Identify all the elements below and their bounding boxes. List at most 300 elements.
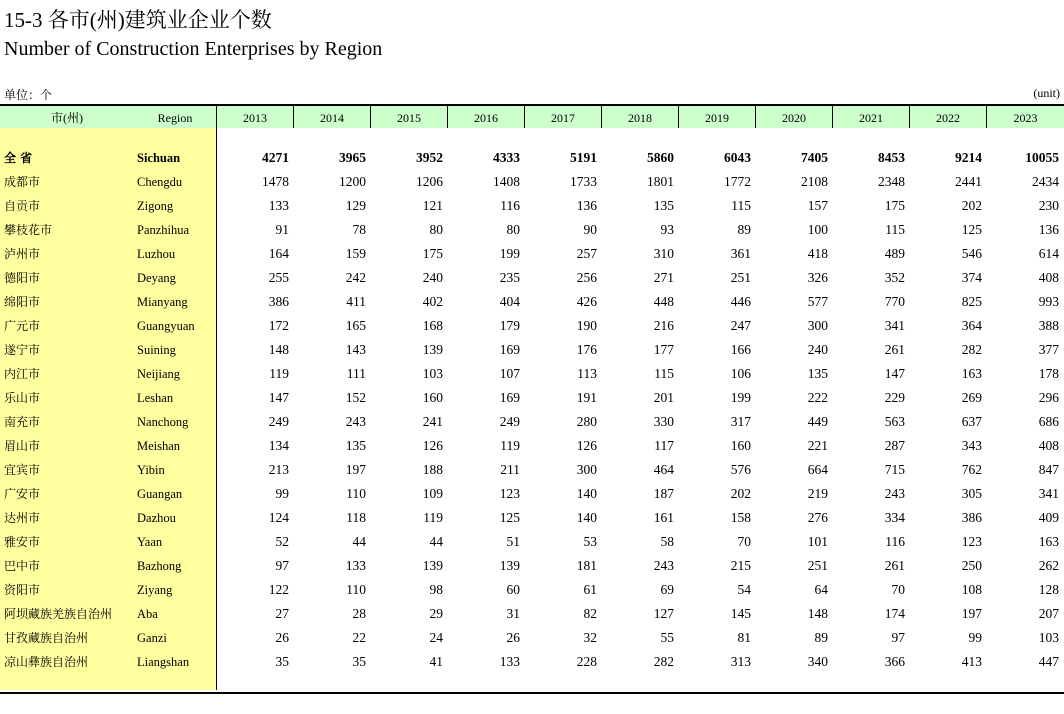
region-name-cn: 广安市 — [4, 487, 41, 501]
value-cell: 139 — [422, 558, 443, 573]
value-cell: 251 — [807, 558, 828, 573]
value-cell: 26 — [506, 630, 520, 645]
value-cell: 148 — [268, 342, 289, 357]
region-name-en: Mianyang — [137, 295, 188, 309]
region-name-cn: 眉山市 — [4, 439, 41, 453]
value-cell: 97 — [891, 630, 905, 645]
value-cell: 249 — [268, 414, 289, 429]
region-name-en: Yibin — [137, 463, 165, 477]
value-cell: 404 — [499, 294, 520, 309]
value-cell: 3952 — [416, 150, 443, 165]
value-cell: 107 — [499, 366, 520, 381]
value-cell: 158 — [730, 510, 751, 525]
value-cell: 300 — [576, 462, 597, 477]
header-year: 2016 — [447, 106, 524, 128]
value-cell: 215 — [730, 558, 751, 573]
header-year: 2023 — [986, 106, 1064, 128]
value-cell: 106 — [730, 366, 751, 381]
value-cell: 221 — [807, 438, 828, 453]
value-cell: 123 — [499, 486, 520, 501]
value-cell: 70 — [737, 534, 751, 549]
value-cell: 413 — [961, 654, 982, 669]
table-row — [0, 170, 1064, 194]
value-cell: 113 — [577, 366, 597, 381]
value-cell: 230 — [1038, 198, 1059, 213]
value-cell: 133 — [268, 198, 289, 213]
table-row — [0, 386, 1064, 410]
value-cell: 147 — [884, 366, 905, 381]
value-cell: 269 — [961, 390, 982, 405]
table-row — [0, 650, 1064, 674]
value-cell: 89 — [737, 222, 751, 237]
value-cell: 52 — [275, 534, 289, 549]
value-cell: 251 — [730, 270, 751, 285]
value-cell: 418 — [807, 246, 828, 261]
value-cell: 241 — [422, 414, 443, 429]
region-name-en: Guangyuan — [137, 319, 195, 333]
region-name-en: Dazhou — [137, 511, 176, 525]
value-cell: 22 — [352, 630, 366, 645]
region-name-en: Meishan — [137, 439, 181, 453]
value-cell: 197 — [961, 606, 982, 621]
value-cell: 168 — [422, 318, 443, 333]
value-cell: 4271 — [262, 150, 289, 165]
region-name-en: Ziyang — [137, 583, 173, 597]
region-name-cn: 宜宾市 — [4, 463, 41, 477]
region-name-en: Zigong — [137, 199, 174, 213]
value-cell: 54 — [737, 582, 751, 597]
value-cell: 133 — [345, 558, 366, 573]
table-row — [0, 362, 1064, 386]
value-cell: 119 — [423, 510, 443, 525]
value-cell: 181 — [576, 558, 597, 573]
value-cell: 341 — [884, 318, 905, 333]
value-cell: 197 — [345, 462, 366, 477]
value-cell: 2108 — [801, 174, 828, 189]
value-cell: 326 — [807, 270, 828, 285]
value-cell: 637 — [961, 414, 982, 429]
region-name-cn: 攀枝花市 — [4, 223, 53, 237]
value-cell: 213 — [268, 462, 289, 477]
value-cell: 163 — [1038, 534, 1059, 549]
table-row — [0, 338, 1064, 362]
value-cell: 176 — [576, 342, 597, 357]
value-cell: 377 — [1038, 342, 1059, 357]
value-cell: 190 — [576, 318, 597, 333]
value-cell: 576 — [730, 462, 751, 477]
value-cell: 9214 — [955, 150, 982, 165]
value-cell: 262 — [1038, 558, 1059, 573]
value-cell: 160 — [422, 390, 443, 405]
value-cell: 255 — [268, 270, 289, 285]
value-cell: 386 — [268, 294, 289, 309]
value-cell: 489 — [884, 246, 905, 261]
value-cell: 993 — [1038, 294, 1059, 309]
table-row — [0, 410, 1064, 434]
value-cell: 103 — [422, 366, 443, 381]
value-cell: 1733 — [570, 174, 597, 189]
value-cell: 81 — [737, 630, 751, 645]
value-cell: 109 — [422, 486, 443, 501]
value-cell: 135 — [345, 438, 366, 453]
value-cell: 53 — [583, 534, 597, 549]
value-cell: 1772 — [724, 174, 751, 189]
table-row — [0, 554, 1064, 578]
value-cell: 128 — [1038, 582, 1059, 597]
value-cell: 770 — [884, 294, 905, 309]
value-cell: 172 — [268, 318, 289, 333]
value-cell: 686 — [1038, 414, 1059, 429]
region-name-cn: 遂宁市 — [4, 343, 41, 357]
header-year: 2017 — [524, 106, 601, 128]
value-cell: 202 — [730, 486, 751, 501]
value-cell: 762 — [961, 462, 982, 477]
value-cell: 300 — [807, 318, 828, 333]
value-cell: 110 — [346, 486, 366, 501]
data-table — [0, 104, 1064, 694]
value-cell: 334 — [884, 510, 905, 525]
value-cell: 175 — [422, 246, 443, 261]
value-cell: 563 — [884, 414, 905, 429]
region-name-en: Yaan — [137, 535, 163, 549]
value-cell: 361 — [730, 246, 751, 261]
value-cell: 5191 — [570, 150, 597, 165]
value-cell: 103 — [1038, 630, 1059, 645]
value-cell: 100 — [807, 222, 828, 237]
region-name-en: Chengdu — [137, 175, 183, 189]
region-name-cn: 资阳市 — [4, 583, 41, 597]
region-name-en: Suining — [137, 343, 176, 357]
value-cell: 257 — [576, 246, 597, 261]
value-cell: 2434 — [1032, 174, 1059, 189]
value-cell: 276 — [807, 510, 828, 525]
header-year: 2014 — [293, 106, 370, 128]
value-cell: 97 — [275, 558, 289, 573]
value-cell: 163 — [961, 366, 982, 381]
value-cell: 240 — [807, 342, 828, 357]
value-cell: 26 — [275, 630, 289, 645]
value-cell: 177 — [653, 342, 674, 357]
value-cell: 169 — [499, 342, 520, 357]
value-cell: 125 — [499, 510, 520, 525]
value-cell: 366 — [884, 654, 905, 669]
value-cell: 409 — [1038, 510, 1059, 525]
value-cell: 250 — [961, 558, 982, 573]
value-cell: 222 — [807, 390, 828, 405]
value-cell: 91 — [275, 222, 289, 237]
value-cell: 3965 — [339, 150, 366, 165]
region-name-en: Luzhou — [137, 247, 176, 261]
value-cell: 119 — [500, 438, 520, 453]
unit-label-en: (unit) — [1033, 86, 1060, 100]
value-cell: 58 — [660, 534, 674, 549]
value-cell: 122 — [268, 582, 289, 597]
value-cell: 388 — [1038, 318, 1059, 333]
region-name-cn: 雅安市 — [4, 535, 41, 549]
value-cell: 41 — [429, 654, 443, 669]
table-row — [0, 578, 1064, 602]
value-cell: 341 — [1038, 486, 1059, 501]
value-cell: 426 — [576, 294, 597, 309]
table-row — [0, 146, 1064, 170]
table-row — [0, 530, 1064, 554]
header-year: 2015 — [370, 106, 447, 128]
value-cell: 136 — [576, 198, 597, 213]
table-header — [0, 104, 1064, 128]
region-name-en: Neijiang — [137, 367, 181, 381]
value-cell: 124 — [268, 510, 289, 525]
value-cell: 111 — [346, 366, 366, 381]
value-cell: 219 — [807, 486, 828, 501]
region-name-en: Nanchong — [137, 415, 189, 429]
value-cell: 330 — [653, 414, 674, 429]
table-row — [0, 506, 1064, 530]
table-row — [0, 266, 1064, 290]
value-cell: 44 — [352, 534, 366, 549]
header-year: 2019 — [678, 106, 755, 128]
value-cell: 125 — [961, 222, 982, 237]
value-cell: 1478 — [262, 174, 289, 189]
region-name-en: Leshan — [137, 391, 174, 405]
value-cell: 133 — [499, 654, 520, 669]
value-cell: 51 — [506, 534, 520, 549]
value-cell: 447 — [1038, 654, 1059, 669]
value-cell: 64 — [814, 582, 828, 597]
region-name-cn: 甘孜藏族自治州 — [4, 631, 89, 645]
value-cell: 89 — [814, 630, 828, 645]
value-cell: 140 — [576, 510, 597, 525]
value-cell: 207 — [1038, 606, 1059, 621]
value-cell: 10055 — [1025, 150, 1059, 165]
value-cell: 261 — [884, 342, 905, 357]
region-name-cn: 广元市 — [4, 319, 41, 333]
header-year: 2018 — [601, 106, 678, 128]
region-name-cn: 南充市 — [4, 415, 41, 429]
value-cell: 110 — [346, 582, 366, 597]
value-cell: 408 — [1038, 270, 1059, 285]
table-row — [0, 458, 1064, 482]
value-cell: 8453 — [878, 150, 905, 165]
value-cell: 159 — [345, 246, 366, 261]
value-cell: 115 — [731, 198, 751, 213]
value-cell: 139 — [499, 558, 520, 573]
value-cell: 271 — [653, 270, 674, 285]
header-year: 2020 — [755, 106, 832, 128]
value-cell: 80 — [506, 222, 520, 237]
value-cell: 169 — [499, 390, 520, 405]
value-cell: 55 — [660, 630, 674, 645]
value-cell: 115 — [654, 366, 674, 381]
value-cell: 261 — [884, 558, 905, 573]
value-cell: 664 — [807, 462, 828, 477]
value-cell: 614 — [1038, 246, 1059, 261]
value-cell: 201 — [653, 390, 674, 405]
table-row — [0, 482, 1064, 506]
value-cell: 199 — [730, 390, 751, 405]
region-name-cn: 巴中市 — [4, 559, 41, 573]
table-row — [0, 290, 1064, 314]
region-name-en: Ganzi — [137, 631, 167, 645]
value-cell: 352 — [884, 270, 905, 285]
value-cell: 121 — [422, 198, 443, 213]
value-cell: 199 — [499, 246, 520, 261]
value-cell: 847 — [1038, 462, 1059, 477]
region-name-cn: 达州市 — [4, 511, 41, 525]
value-cell: 60 — [506, 582, 520, 597]
value-cell: 129 — [345, 198, 366, 213]
value-cell: 411 — [346, 294, 366, 309]
value-cell: 191 — [576, 390, 597, 405]
table-title-cn: 15-3 各市(州)建筑业企业个数 — [4, 8, 272, 32]
value-cell: 1200 — [339, 174, 366, 189]
value-cell: 90 — [583, 222, 597, 237]
value-cell: 165 — [345, 318, 366, 333]
value-cell: 386 — [961, 510, 982, 525]
value-cell: 178 — [1038, 366, 1059, 381]
value-cell: 242 — [345, 270, 366, 285]
value-cell: 2441 — [955, 174, 982, 189]
value-cell: 446 — [730, 294, 751, 309]
value-cell: 136 — [1038, 222, 1059, 237]
value-cell: 715 — [884, 462, 905, 477]
value-cell: 126 — [422, 438, 443, 453]
header-year: 2021 — [832, 106, 909, 128]
value-cell: 235 — [499, 270, 520, 285]
value-cell: 188 — [422, 462, 443, 477]
value-cell: 147 — [268, 390, 289, 405]
value-cell: 127 — [653, 606, 674, 621]
value-cell: 343 — [961, 438, 982, 453]
table-row — [0, 314, 1064, 338]
value-cell: 118 — [346, 510, 366, 525]
value-cell: 135 — [807, 366, 828, 381]
value-cell: 61 — [583, 582, 597, 597]
value-cell: 119 — [269, 366, 289, 381]
value-cell: 1206 — [416, 174, 443, 189]
value-cell: 5860 — [647, 150, 674, 165]
value-cell: 317 — [730, 414, 751, 429]
value-cell: 139 — [422, 342, 443, 357]
value-cell: 282 — [961, 342, 982, 357]
value-cell: 282 — [653, 654, 674, 669]
value-cell: 35 — [352, 654, 366, 669]
value-cell: 99 — [968, 630, 982, 645]
value-cell: 27 — [275, 606, 289, 621]
value-cell: 202 — [961, 198, 982, 213]
table-row — [0, 434, 1064, 458]
header-year: 2022 — [909, 106, 986, 128]
value-cell: 256 — [576, 270, 597, 285]
value-cell: 135 — [653, 198, 674, 213]
value-cell: 80 — [429, 222, 443, 237]
region-name-cn: 绵阳市 — [4, 295, 41, 309]
value-cell: 70 — [891, 582, 905, 597]
value-cell: 143 — [345, 342, 366, 357]
value-cell: 161 — [653, 510, 674, 525]
value-cell: 228 — [576, 654, 597, 669]
value-cell: 148 — [807, 606, 828, 621]
value-cell: 7405 — [801, 150, 828, 165]
value-cell: 464 — [653, 462, 674, 477]
value-cell: 160 — [730, 438, 751, 453]
value-cell: 211 — [500, 462, 520, 477]
header-region: Region — [134, 106, 216, 128]
value-cell: 546 — [961, 246, 982, 261]
region-name-cn: 阿坝藏族羌族自治州 — [4, 607, 113, 621]
value-cell: 243 — [653, 558, 674, 573]
value-cell: 44 — [429, 534, 443, 549]
header-city: 市(州) — [0, 106, 134, 128]
value-cell: 402 — [422, 294, 443, 309]
value-cell: 69 — [660, 582, 674, 597]
value-cell: 296 — [1038, 390, 1059, 405]
region-name-en: Sichuan — [137, 151, 181, 165]
region-name-en: Bazhong — [137, 559, 182, 573]
value-cell: 116 — [500, 198, 520, 213]
value-cell: 24 — [429, 630, 443, 645]
value-cell: 1801 — [647, 174, 674, 189]
value-cell: 108 — [961, 582, 982, 597]
value-cell: 243 — [884, 486, 905, 501]
value-cell: 174 — [884, 606, 905, 621]
value-cell: 229 — [884, 390, 905, 405]
value-cell: 2348 — [878, 174, 905, 189]
value-cell: 313 — [730, 654, 751, 669]
value-cell: 157 — [807, 198, 828, 213]
value-cell: 247 — [730, 318, 751, 333]
value-cell: 310 — [653, 246, 674, 261]
unit-label-cn: 单位：个 — [4, 88, 53, 102]
table-row — [0, 194, 1064, 218]
value-cell: 126 — [576, 438, 597, 453]
region-name-cn: 全 省 — [4, 151, 33, 165]
value-cell: 175 — [884, 198, 905, 213]
region-name-cn: 德阳市 — [4, 271, 41, 285]
region-name-en: Deyang — [137, 271, 176, 285]
value-cell: 99 — [275, 486, 289, 501]
value-cell: 1408 — [493, 174, 520, 189]
value-cell: 280 — [576, 414, 597, 429]
region-name-cn: 凉山彝族自治州 — [4, 655, 89, 669]
region-name-en: Panzhihua — [137, 223, 190, 237]
value-cell: 93 — [660, 222, 674, 237]
value-cell: 101 — [807, 534, 828, 549]
value-cell: 240 — [422, 270, 443, 285]
table-row — [0, 218, 1064, 242]
value-cell: 82 — [583, 606, 597, 621]
region-name-cn: 泸州市 — [4, 247, 41, 261]
region-name-en: Guangan — [137, 487, 183, 501]
value-cell: 305 — [961, 486, 982, 501]
region-name-en: Aba — [137, 607, 158, 621]
region-name-cn: 乐山市 — [4, 391, 41, 405]
value-cell: 364 — [961, 318, 982, 333]
value-cell: 123 — [961, 534, 982, 549]
value-cell: 216 — [653, 318, 674, 333]
region-name-cn: 自贡市 — [4, 199, 41, 213]
value-cell: 117 — [654, 438, 674, 453]
value-cell: 449 — [807, 414, 828, 429]
value-cell: 243 — [345, 414, 366, 429]
region-name-cn: 成都市 — [4, 175, 41, 189]
value-cell: 287 — [884, 438, 905, 453]
value-cell: 408 — [1038, 438, 1059, 453]
value-cell: 577 — [807, 294, 828, 309]
region-name-en: Liangshan — [137, 655, 190, 669]
value-cell: 152 — [345, 390, 366, 405]
header-year: 2013 — [216, 106, 293, 128]
value-cell: 140 — [576, 486, 597, 501]
